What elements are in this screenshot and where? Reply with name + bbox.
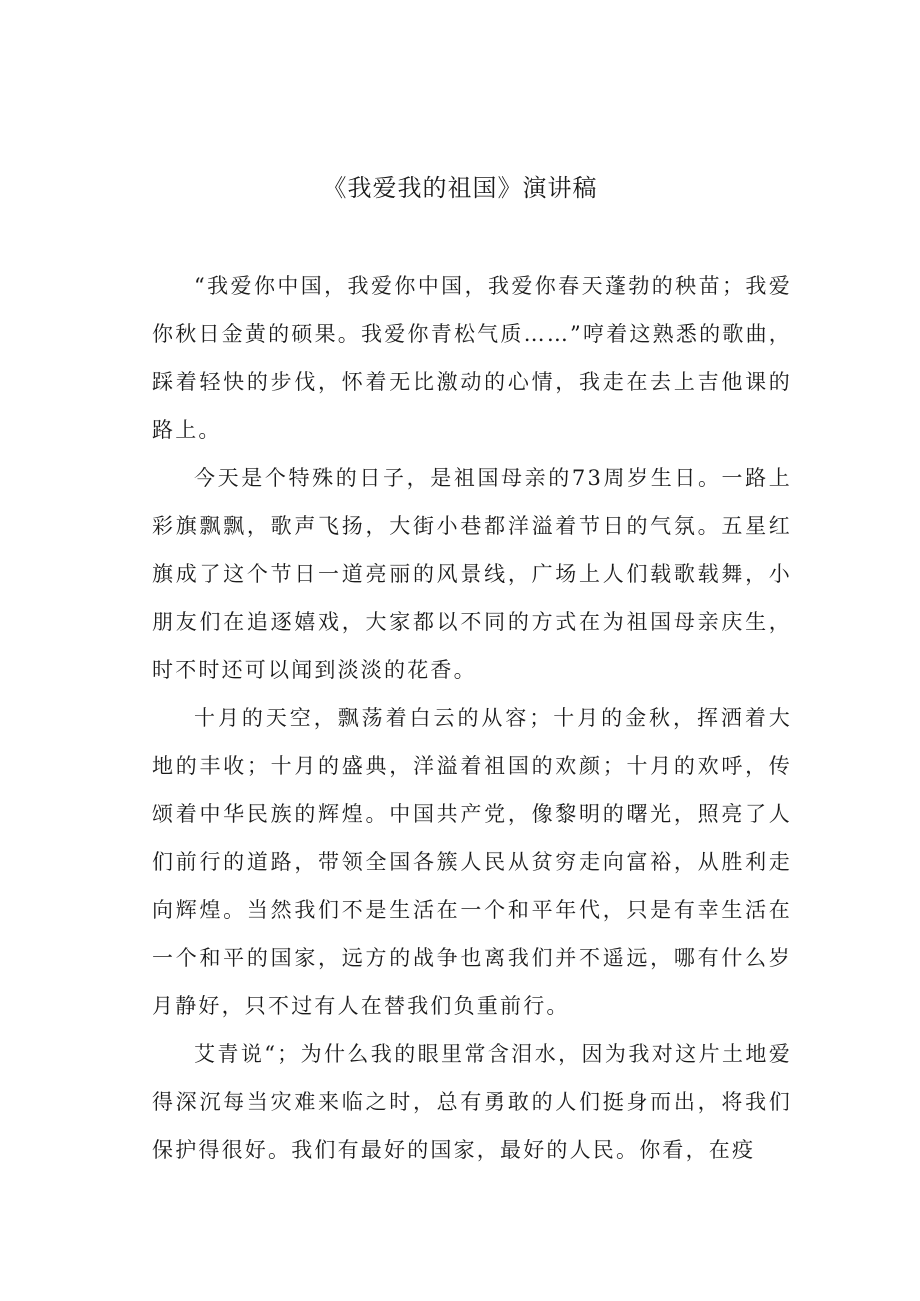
paragraph-2: 今天是个特殊的日子，是祖国母亲的73周岁生日。一路上彩旗飘飘，歌声飞扬，大街小巷都洋溢着节日的气氛。五星红旗成了这个节日一道亮丽的风景线，广场上人们载歌载舞，小朋友们在追逐嬉戏，大家都以不同的方式在为祖国母亲庆生，时不时还可以闻到淡淡的花香。 <box>152 466 792 682</box>
document-body <box>152 262 792 1174</box>
paragraph-1: “我爱你中国，我爱你中国，我爱你春天蓬勃的秧苗；我爱你秋日金黄的硕果。我爱你青松气质……”哼着这熟悉的歌曲，踩着轻快的步伐，怀着无比激动的心情，我走在去上吉他课的路上。 <box>152 274 792 442</box>
paragraph-3: 十月的天空，飘荡着白云的从容；十月的金秋，挥洒着大地的丰收；十月的盛典，洋溢着祖国的欢颜；十月的欢呼，传颂着中华民族的辉煌。中国共产党，像黎明的曙光，照亮了人们前行的道路，带领全国各簇人民从贫穷走向富裕，从胜利走向辉煌。当然我们不是生活在一个和平年代，只是有幸生活在一个和平的国家，远方的战争也离我们并不遥远，哪有什么岁月静好，只不过有人在替我们负重前行。 <box>152 706 792 1018</box>
document-title: 《我爱我的祖国》演讲稿 <box>322 174 598 202</box>
paragraph-4: 艾青说“；为什么我的眼里常含泪水，因为我对这片土地爱得深沉每当灾难来临之时，总有勇敢的人们挺身而出，将我们保护得很好。我们有最好的国家，最好的人民。你看，在疫 <box>152 1042 792 1162</box>
